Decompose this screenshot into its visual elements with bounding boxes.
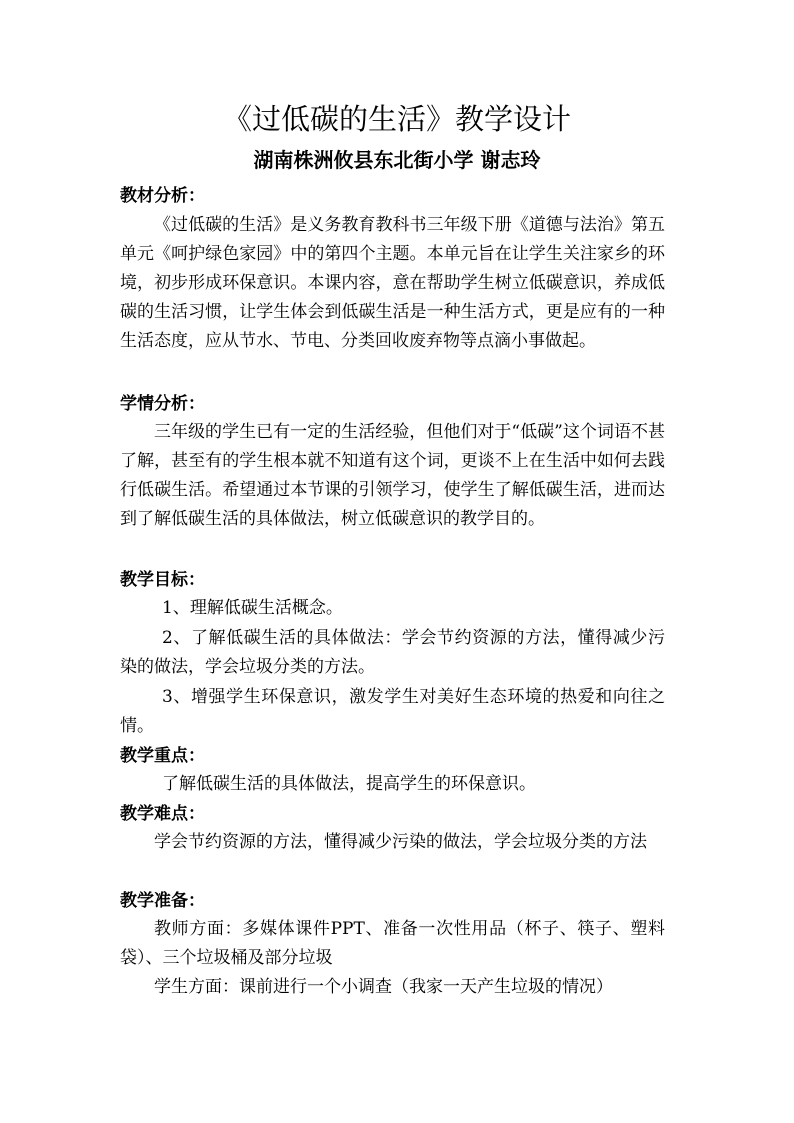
section-text-key-points: 了解低碳生活的具体做法，提高学生的环保意识。 [162, 774, 536, 794]
section-heading-material: 教材分析： [120, 186, 205, 206]
section-heading-preparation: 教学准备： [120, 891, 205, 911]
preparation-teacher: 教师方面：多媒体课件PPT、准备一次性用品（杯子、筷子、塑料袋）、三个垃圾桶及部分垃圾 [120, 919, 665, 968]
document-author: 湖南株洲攸县东北街小学 谢志玲 [253, 148, 541, 172]
preparation-student: 学生方面：课前进行一个小调查（我家一天产生垃圾的情况） [154, 977, 613, 997]
section-text-material: 《过低碳的生活》是义务教育教科书三年级下册《道德与法治》第五单元《呵护绿色家园》中的第四个主题。本单元旨在让学生关注家乡的环境，初步形成环保意识。本课内容，意在帮助学生树立低碳意识，养成低碳的生活习惯，让学生体会到低碳生活是一种生活方式，更是应有的一种生活态度，应从节水、节电、分类回收废弃物等点滴小事做起。 [120, 215, 665, 351]
goal-item-1: 1、理解低碳生活概念。 [162, 598, 343, 618]
section-heading-goals: 教学目标： [120, 570, 205, 590]
goal-item-3: 3、增强学生环保意识，激发学生对美好生态环境的热爱和向往之情。 [120, 687, 665, 736]
section-heading-key-points: 教学重点： [120, 746, 205, 766]
section-heading-difficulties: 教学难点： [120, 804, 205, 824]
section-text-difficulties: 学会节约资源的方法，懂得减少污染的做法，学会垃圾分类的方法 [154, 832, 647, 852]
section-heading-students: 学情分析： [120, 394, 205, 414]
document-title: 《过低碳的生活》教学设计 [222, 102, 571, 136]
goal-item-2: 2、了解低碳生活的具体做法：学会节约资源的方法，懂得减少污染的做法，学会垃圾分类的方法。 [120, 628, 665, 677]
section-text-students: 三年级的学生已有一定的生活经验，但他们对于“低碳”这个词语不甚了解，甚至有的学生根本就不知道有这个词，更谈不上在生活中如何去践行低碳生活。希望通过本节课的引领学习，使学生了解低碳生活，进而达到了解低碳生活的具体做法，树立低碳意识的教学目的。 [120, 422, 665, 529]
